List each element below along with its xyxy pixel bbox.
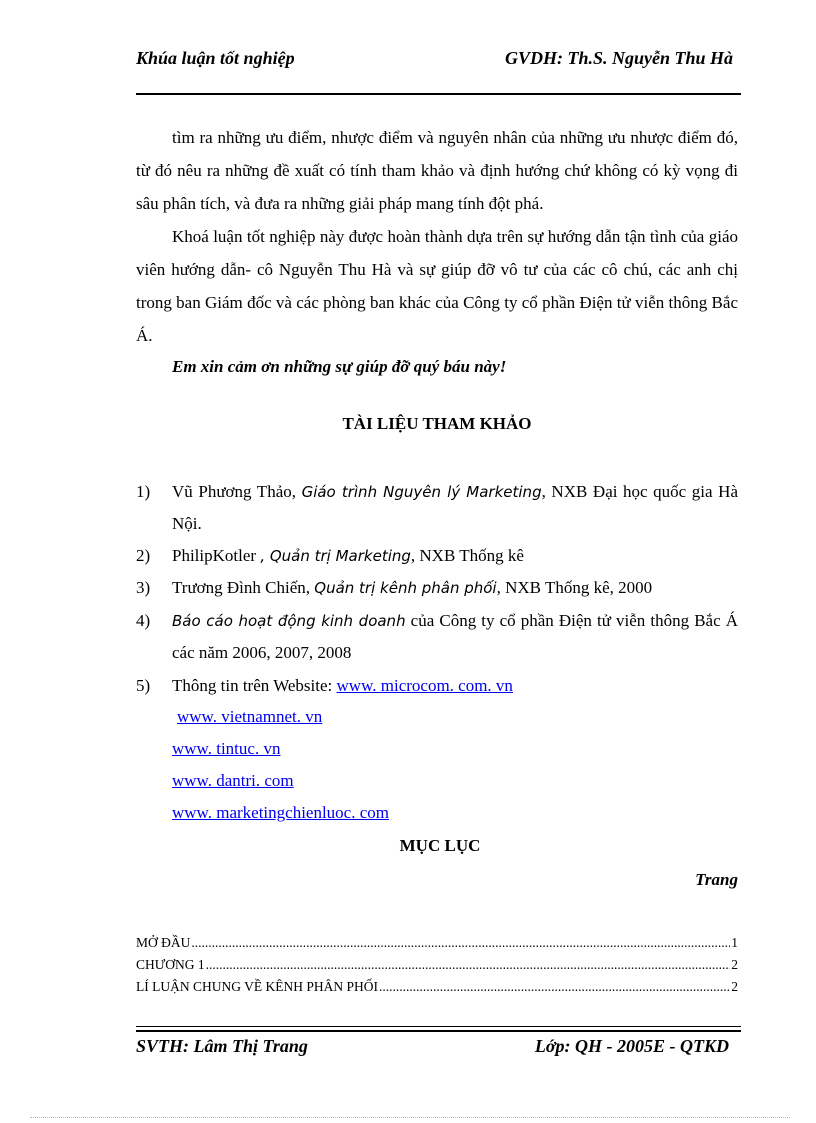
toc-entry[interactable] (136, 935, 738, 951)
website-link-vietnamnet[interactable]: www. vietnamnet. vn (177, 707, 323, 726)
reference-number: 5) (136, 676, 151, 695)
header-rule (136, 93, 741, 95)
website-link-line (172, 739, 280, 759)
toc-entry-label: CHƯƠNG 1 (136, 957, 205, 972)
paragraph-findings: tìm ra những ưu điểm, nhược điểm và nguyên nhân của những ưu nhược điểm đó, từ đó nêu ra những đề xuất có tính tham khảo và định hướng chứ không có kỳ vọng đi sâu phân tích, và đưa ra những giải pháp mang tính đột phá. (136, 128, 738, 213)
website-link-tintuc[interactable]: www. tintuc. vn (172, 739, 281, 758)
toc-entry-label: LÍ LUẬN CHUNG VỀ KÊNH PHÂN PHỐI (136, 979, 378, 994)
toc-leader-dots (379, 979, 730, 995)
reference-number: 4) (136, 611, 151, 630)
toc-entry-page: 1 (731, 935, 738, 950)
reference-text: Thông tin trên Website: www. microcom. com. vn (172, 676, 513, 695)
website-link-marketingchienluoc[interactable]: www. marketingchienluoc. com (172, 803, 389, 822)
toc-entry-page: 2 (731, 979, 738, 994)
website-link-line (172, 803, 389, 823)
header-thesis-title: Khúa luận tốt nghiệp (136, 48, 295, 68)
reference-number: 3) (136, 578, 151, 597)
footer-rule (136, 1026, 741, 1027)
references-title: TÀI LIỆU THAM KHẢO (342, 414, 532, 433)
reference-number: 2) (136, 546, 151, 565)
website-link-line (172, 771, 294, 791)
reference-text: Vũ Phương Thảo, Giáo trình Nguyên lý Marketing, NXB Đại học quốc gia Hà Nội. (172, 482, 738, 533)
footer-rule (136, 1030, 741, 1032)
reference-number: 1) (136, 482, 151, 501)
toc-entry-label: MỞ ĐẦU (136, 935, 191, 950)
page-footer (136, 1036, 741, 1062)
website-link-line (177, 707, 322, 727)
footer-class: Lớp: QH - 2005E - QTKD (534, 1036, 729, 1056)
website-link-dantri[interactable]: www. dantri. com (172, 771, 294, 790)
reference-text: Báo cáo hoạt động kinh doanh của Công ty cổ phần Điện tử viễn thông Bắc Á các năm 2006, 2007, 2008 (172, 611, 738, 662)
toc-title: MỤC LỤC (399, 836, 481, 855)
toc-entry[interactable] (136, 979, 738, 995)
thanks-line: Em xin cảm ơn những sự giúp đỡ quý báu này! (172, 357, 507, 376)
toc-entry[interactable] (136, 957, 738, 973)
toc-page-label: Trang (695, 870, 738, 889)
page-edge-divider (30, 1117, 790, 1118)
toc-entry-page: 2 (731, 957, 738, 972)
website-link-microcom[interactable]: www. microcom. com. vn (336, 676, 513, 695)
footer-student: SVTH: Lâm Thị Trang (136, 1036, 308, 1056)
paragraph-acknowledgement: Khoá luận tốt nghiệp này được hoàn thành dựa trên sự hướng dẫn tận tình của giáo viên hướng dẫn- cô Nguyễn Thu Hà và sự giúp đỡ vô tư của các cô chú, các anh chị trong ban Giám đốc và các phòng ban khác của Công ty cổ phần Điện tử viễn thông Bắc Á. (136, 227, 738, 345)
header-advisor: GVDH: Th.S. Nguyễn Thu Hà (504, 48, 733, 68)
toc-leader-dots (206, 957, 731, 973)
reference-text: PhilipKotler , Quản trị Marketing, NXB Thống kê (172, 546, 524, 565)
page-header (136, 48, 741, 76)
reference-text: Trương Đình Chiến, Quản trị kênh phân phối, NXB Thống kê, 2000 (172, 578, 653, 597)
toc-leader-dots (191, 935, 730, 951)
